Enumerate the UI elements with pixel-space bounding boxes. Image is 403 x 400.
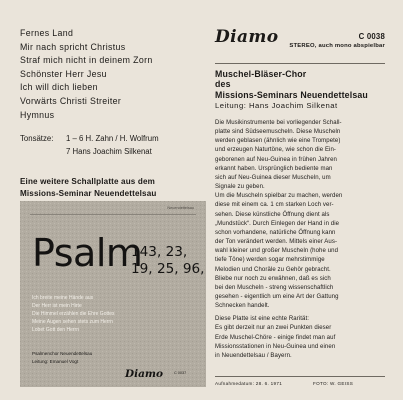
track-title: Mir nach spricht Christus <box>20 41 126 52</box>
track-title: Vorwärts Christi Streiter <box>20 95 122 106</box>
liner-notes-line: Signale zu geben. <box>215 184 265 191</box>
liner-notes-line: Um die Muscheln spielbar zu machen, werden <box>215 193 343 200</box>
liner-notes-line: tiefe Töne) werden sogar mehrstimmige <box>215 257 325 264</box>
related-record-heading-line: Eine weitere Schallplatte aus dem <box>20 177 155 186</box>
cover-track: Meine Augen sehen stets zum Herrn <box>32 319 113 325</box>
ensemble-title-line: des <box>215 79 231 90</box>
ensemble-title-line: Muschel-Bläser-Chor <box>215 69 307 79</box>
liner-notes-line: und erzeugen Naturtöne, wie schon die Ein- <box>215 147 337 154</box>
liner-notes-line: Missionsstationen in Neu-Guinea und einen <box>215 343 336 350</box>
liner-notes-line: geborenen auf Neu-Guinea in frühen Jahren <box>215 156 337 163</box>
liner-notes-line: sich auf Neu-Guinea dieser Muscheln, um <box>215 174 331 181</box>
liner-notes-line: schon vorhandene, natürliche Öffnung kann <box>215 229 336 236</box>
liner-notes-line: Schnecken handelt. <box>215 303 270 310</box>
arrangement-credits <box>20 133 205 158</box>
cover-track: Die Himmel erzählen die Ehre Gottes <box>32 311 115 317</box>
liner-notes-line: Die Musikinstrumente bei vorliegender Schall- <box>215 120 342 126</box>
liner-notes-line: Diese Platte ist eine echte Rarität: <box>215 316 309 323</box>
liner-notes-line: Erde Muschel-Chöre - einige findet man auf <box>215 334 336 341</box>
liner-notes-line: der Ton verändert werden. Mittels einer Aus- <box>215 239 338 246</box>
track-list <box>20 27 200 122</box>
cover-track: Lobet Gott den Herrn <box>32 327 79 333</box>
brand-logo: Diamo <box>215 27 279 47</box>
cover-top-rule <box>30 214 196 215</box>
liner-notes-line: Es gibt derzeit nur an zwei Punkten dieser <box>215 325 332 332</box>
track-title: Hymnus <box>20 109 55 120</box>
liner-notes-line: gesehen - eigentlich um eine Art der Gattung <box>215 293 339 300</box>
cover-brand-logo: Diamo <box>125 368 164 380</box>
conductor-credit: Leitung: Hans Joachim Silkenat <box>215 101 338 110</box>
related-record-heading <box>20 176 205 199</box>
liner-notes <box>215 119 385 361</box>
track-title: Fernes Land <box>20 28 74 38</box>
liner-notes-line: diese mit einem ca. 1 cm starken Loch ver- <box>215 202 334 209</box>
liner-notes-line: „Mundstück“. Durch Einlegen der Hand in die <box>215 220 340 227</box>
cover-credit: Leitung: Emanuel Vogt <box>32 358 79 364</box>
track-title: Straf mich nicht in deinem Zorn <box>20 55 153 66</box>
arrangement-label: Tonsätze: <box>20 134 54 143</box>
ensemble-title-line: Missions-Seminars Neuendettelsau <box>215 89 368 100</box>
liner-notes-line: Melodien und Choräle zu Gehör gebracht. <box>215 266 331 273</box>
cover-title: Psalm <box>32 231 143 275</box>
cover-top-label: Neuendettelsau <box>167 206 194 210</box>
cover-credits <box>32 350 92 365</box>
divider <box>215 63 385 64</box>
cover-track: Ich breite meine Hände aus <box>32 295 94 301</box>
cover-psalm-numbers <box>131 244 205 277</box>
liner-notes-line: wahl kleiner und großer Muscheln (hohe und <box>215 248 339 255</box>
track-title: Ich will dich lieben <box>20 82 98 93</box>
arrangement-line: 1 – 6 H. Zahn / H. Wolfrum <box>66 134 159 143</box>
cover-psalm-numbers-line: 143, 23, <box>131 244 188 260</box>
liner-notes-line: werden geblasen (ähnlich wie eine Trompete) <box>215 138 341 145</box>
cover-track: Der Herr ist mein Hirte <box>32 303 82 309</box>
liner-notes-line: in Neuendettelsau / Bayern. <box>215 352 292 359</box>
catalog-number: C 0038 <box>358 32 385 41</box>
ensemble-title <box>215 69 385 100</box>
related-record-heading-line: Missions-Seminar Neuendettelsau <box>20 188 157 198</box>
liner-notes-line: platte sind Südseemuscheln. Diese Muscheln <box>215 129 341 136</box>
cover-catalog-number: C 0037 <box>174 371 187 375</box>
liner-notes-line: Bliebe nur noch zu erwähnen, daß es sich <box>215 275 331 282</box>
related-record-cover <box>20 201 206 387</box>
playback-note: STEREO, auch mono abspielbar <box>289 43 385 49</box>
cover-psalm-numbers-line: 19, 25, 96, <box>131 260 205 277</box>
photo-credit: FOTO: W. GEISS <box>313 381 354 386</box>
cover-track-list <box>32 294 115 334</box>
liner-notes-line: sehen. Diese künstliche Öffnung dient als <box>215 211 330 218</box>
arrangement-line: 7 Hans Joachim Silkenat <box>66 146 152 156</box>
liner-notes-line: bei den Muscheln - streng wissenschaftlich <box>215 284 334 291</box>
footer-divider <box>215 376 385 377</box>
liner-notes-line: erkannt haben. Ursprünglich bediente man <box>215 165 333 172</box>
cover-credit: Psalmenchor Neuendettelsau <box>32 351 93 356</box>
label-header <box>215 27 385 61</box>
track-title: Schönster Herr Jesu <box>20 68 107 79</box>
recording-date: Aufnahmedatum: 28. 6. 1971 <box>215 381 283 386</box>
